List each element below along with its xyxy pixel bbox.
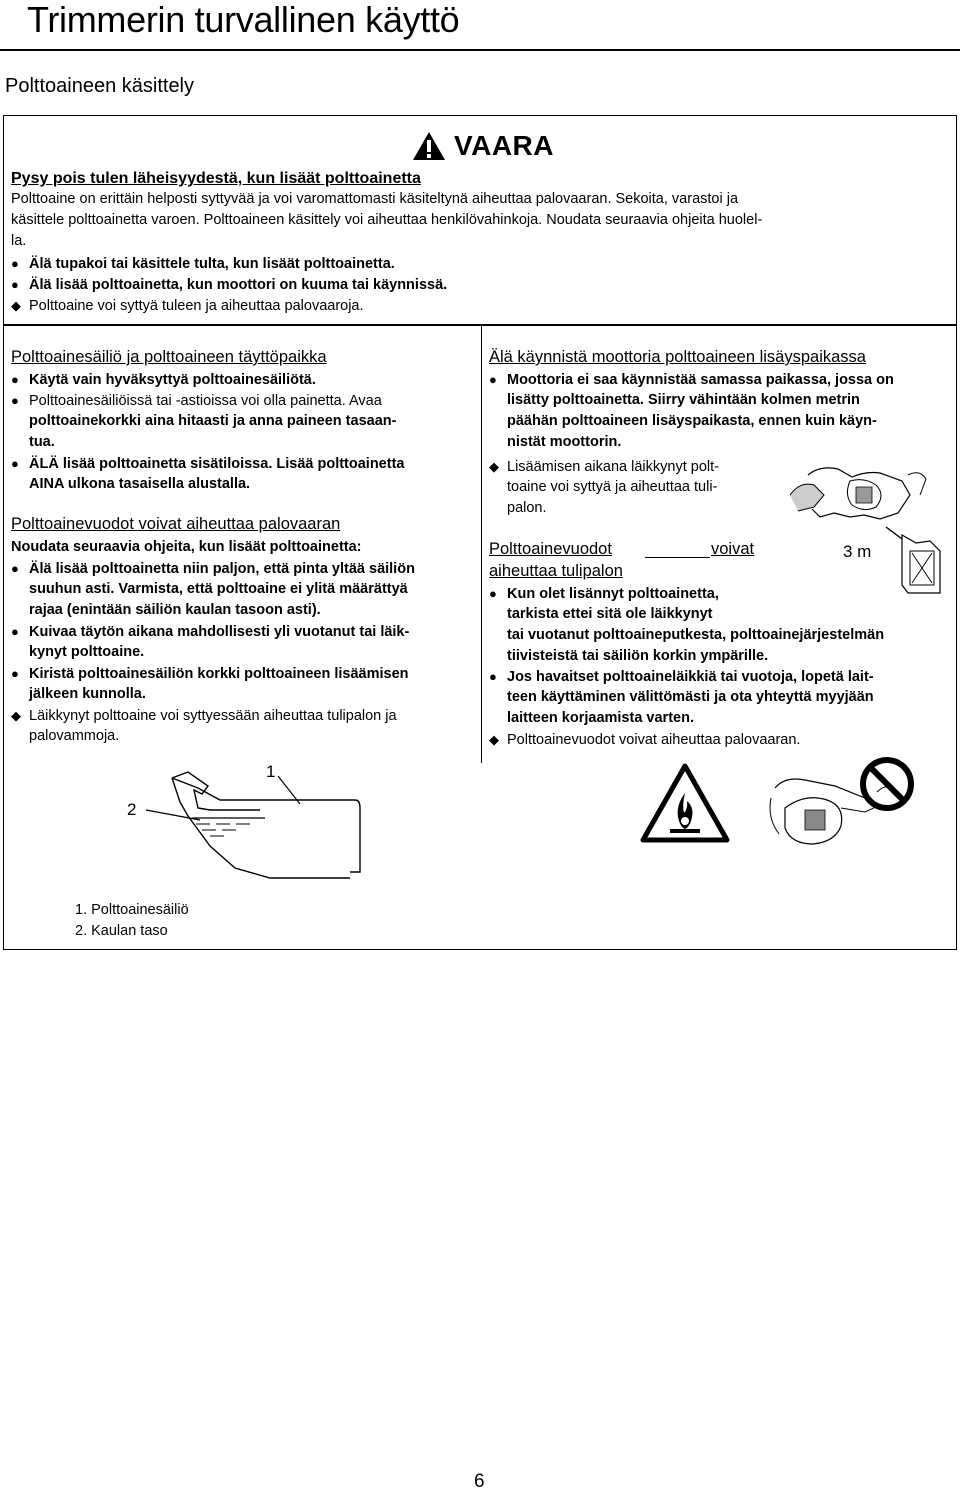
list-item: suuhun asti. Varmista, että polttoaine ei ylitä määrättyä xyxy=(29,581,408,597)
list-item: palovammoja. xyxy=(29,728,120,744)
list-item: ● Kiristä polttoainesäiliön korkki polttoaineen lisäämisen xyxy=(11,666,409,682)
right-heading-2-c: aiheuttaa tulipalon xyxy=(489,562,623,580)
heading-underline-gap xyxy=(645,557,710,558)
list-item: laitteen korjaamista varten. xyxy=(507,710,694,726)
refueling-illustration xyxy=(790,455,950,600)
fuel-tank-diagram xyxy=(110,760,370,880)
left-intro: Noudata seuraavia ohjeita, kun lisäät polttoainetta: xyxy=(11,539,362,555)
warning-triangle-icon xyxy=(412,131,446,161)
list-item: ◆ Läikkynyt polttoaine voi syttyessään aiheuttaa tulipalon ja xyxy=(11,708,397,724)
page-number: 6 xyxy=(474,1471,485,1492)
list-item: ● ÄLÄ lisää polttoainetta sisätiloissa. Lisää polttoainetta xyxy=(11,456,405,472)
list-item: nistät moottorin. xyxy=(507,434,622,450)
list-item: lisätty polttoainetta. Siirry vähintään kolmen metrin xyxy=(507,392,860,408)
list-item: ● Moottoria ei saa käynnistää samassa paikassa, jossa on xyxy=(489,372,894,388)
list-item: ● Kun olet lisännyt polttoainetta, xyxy=(489,586,719,602)
title-divider xyxy=(0,49,960,51)
list-item: toaine voi syttyä ja aiheuttaa tuli- xyxy=(507,479,718,495)
legend-item-2: 2. Kaulan taso xyxy=(75,923,168,939)
right-heading-1: Älä käynnistä moottoria polttoaineen lisäyspaikassa xyxy=(489,348,866,366)
list-item: ◆ Polttoainevuodot voivat aiheuttaa palovaaran. xyxy=(489,732,801,748)
column-divider xyxy=(481,325,482,763)
left-heading-1: Polttoainesäiliö ja polttoaineen täyttöpaikka xyxy=(11,348,327,366)
danger-label-text: VAARA xyxy=(454,130,554,161)
section-title: Polttoaineen käsittely xyxy=(5,75,195,97)
no-ignition-illustration xyxy=(765,748,915,853)
left-heading-2: Polttoainevuodot voivat aiheuttaa palovaaran xyxy=(11,515,341,533)
warning-item: ◆ Polttoaine voi syttyä tuleen ja aiheuttaa palovaaroja. xyxy=(11,298,364,314)
figure-label-1: 1 xyxy=(266,762,276,781)
list-item: ● Käytä vain hyväksyttyä polttoainesäiliötä. xyxy=(11,372,316,388)
list-item: tiivisteistä tai säiliön korkin ympärille. xyxy=(507,648,769,664)
list-item: ● Älä lisää polttoainetta niin paljon, että pinta yltää säiliön xyxy=(11,561,415,577)
warning-intro-2: käsittele polttoainetta varoen. Polttoaineen käsittely voi aiheuttaa henkilövahinkoja. Noudata seuraavia ohjeita huolel- xyxy=(11,212,763,228)
list-item: teen käyttäminen välittömästi ja ota yhteyttä myyjään xyxy=(507,689,874,705)
list-item: kynyt polttoaine. xyxy=(29,644,145,660)
list-item: palon. xyxy=(507,500,547,516)
list-item: ● Polttoainesäiliöissä tai -astioissa voi olla painetta. Avaa xyxy=(11,393,382,409)
warning-intro-1: Polttoaine on erittäin helposti syttyvää ja voi varomattomasti käsiteltynä aiheuttaa palovaaran. Sekoita, varastoi ja xyxy=(11,191,739,207)
list-item: AINA ulkona tasaisella alustalla. xyxy=(29,476,251,492)
right-heading-2-b: voivat xyxy=(711,540,755,558)
list-item: ● Kuivaa täytön aikana mahdollisesti yli vuotanut tai läik- xyxy=(11,624,410,640)
list-item: tai vuotanut polttoaineputkesta, polttoainejärjestelmän xyxy=(507,627,885,643)
flammable-warning-icon xyxy=(640,763,730,843)
warning-intro-3: la. xyxy=(11,233,27,249)
legend-item-1: 1. Polttoainesäiliö xyxy=(75,902,189,918)
distance-label: 3 m xyxy=(843,542,872,561)
warning-item: ● Älä tupakoi tai käsittele tulta, kun lisäät polttoainetta. xyxy=(11,256,395,272)
list-item: rajaa (enintään säiliön kaulan tasoon asti). xyxy=(29,602,321,618)
list-item: ● Jos havaitset polttoaineläikkiä tai vuotoja, lopetä lait- xyxy=(489,669,874,685)
right-heading-2-a: Polttoainevuodot xyxy=(489,540,612,558)
list-item: jälkeen kunnolla. xyxy=(29,686,146,702)
list-item: polttoainekorkki aina hitaasti ja anna paineen tasaan- xyxy=(29,413,397,429)
list-item: tarkista ettei sitä ole läikkynyt xyxy=(507,606,713,622)
list-item: ◆ Lisäämisen aikana läikkynyt polt- xyxy=(489,459,719,475)
figure-label-2: 2 xyxy=(127,800,137,819)
warning-heading: Pysy pois tulen läheisyydestä, kun lisäät polttoainetta xyxy=(11,170,421,187)
warning-item: ● Älä lisää polttoainetta, kun moottori on kuuma tai käynnissä. xyxy=(11,277,448,293)
list-item: tua. xyxy=(29,434,55,450)
list-item: päähän polttoaineen lisäyspaikasta, ennen kuin käyn- xyxy=(507,413,877,429)
danger-label xyxy=(412,129,554,163)
page-title: Trimmerin turvallinen käyttö xyxy=(27,0,460,40)
